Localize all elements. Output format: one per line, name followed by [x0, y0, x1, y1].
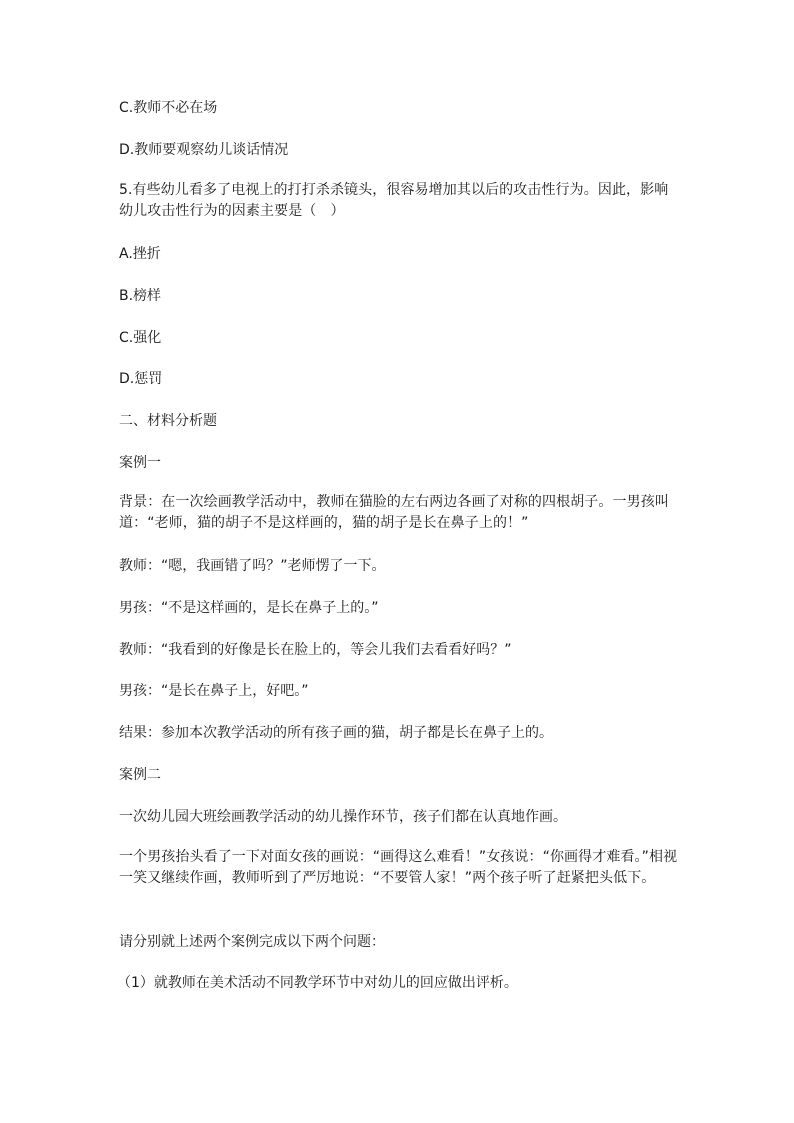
question-5-stem: 5.有些幼儿看多了电视上的打打杀杀镜头，很容易增加其以后的攻击性行为。因此，影响幼儿攻击性行为的因素主要是（ ） — [119, 182, 669, 219]
dialogue-line-2: 男孩：“不是这样画的，是长在鼻子上的。” — [119, 600, 379, 616]
case-1-background: 背景：在一次绘画教学活动中，教师在猫脸的左右两边各画了对称的四根胡子。一男孩叫道：“老师，猫的胡子不是这样画的，猫的胡子是长在鼻子上的！” — [119, 494, 669, 531]
q4-option-c: C.教师不必在场 — [119, 100, 218, 116]
task-prompt: 请分别就上述两个案例完成以下两个问题： — [119, 934, 385, 950]
section-heading: 二、材料分析题 — [119, 413, 217, 429]
case-1-result: 结果：参加本次教学活动的所有孩子画的猫，胡子都是长在鼻子上的。 — [119, 725, 553, 741]
case-2-intro: 一次幼儿园大班绘画教学活动的幼儿操作环节，孩子们都在认真地作画。 — [119, 809, 567, 825]
dialogue-line-1: 教师：“嗯，我画错了吗？”老师愣了一下。 — [119, 558, 386, 574]
q4-option-d: D.教师要观察幼儿谈话情况 — [119, 142, 289, 158]
dialogue-line-3: 教师：“我看到的好像是长在脸上的，等会儿我们去看看好吗？” — [119, 642, 512, 658]
case-2-title: 案例二 — [119, 767, 161, 783]
q5-option-c: C.强化 — [119, 330, 162, 346]
case-1-title: 案例一 — [119, 455, 161, 471]
sub-question-1: （1）就教师在美术活动不同教学环节中对幼儿的回应做出评析。 — [117, 975, 518, 991]
q5-option-a: A.挫折 — [119, 246, 161, 262]
dialogue-line-4: 男孩：“是长在鼻子上，好吧。” — [119, 683, 309, 699]
q5-option-b: B.榜样 — [119, 288, 162, 304]
q5-option-d: D.惩罚 — [119, 371, 163, 387]
case-2-story: 一个男孩抬头看了一下对面女孩的画说：“画得这么难看！”女孩说：“你画得才难看。”相视一笑又继续作画，教师听到了严厉地说：“不要管人家！”两个孩子听了赶紧把头低下。 — [119, 849, 678, 886]
